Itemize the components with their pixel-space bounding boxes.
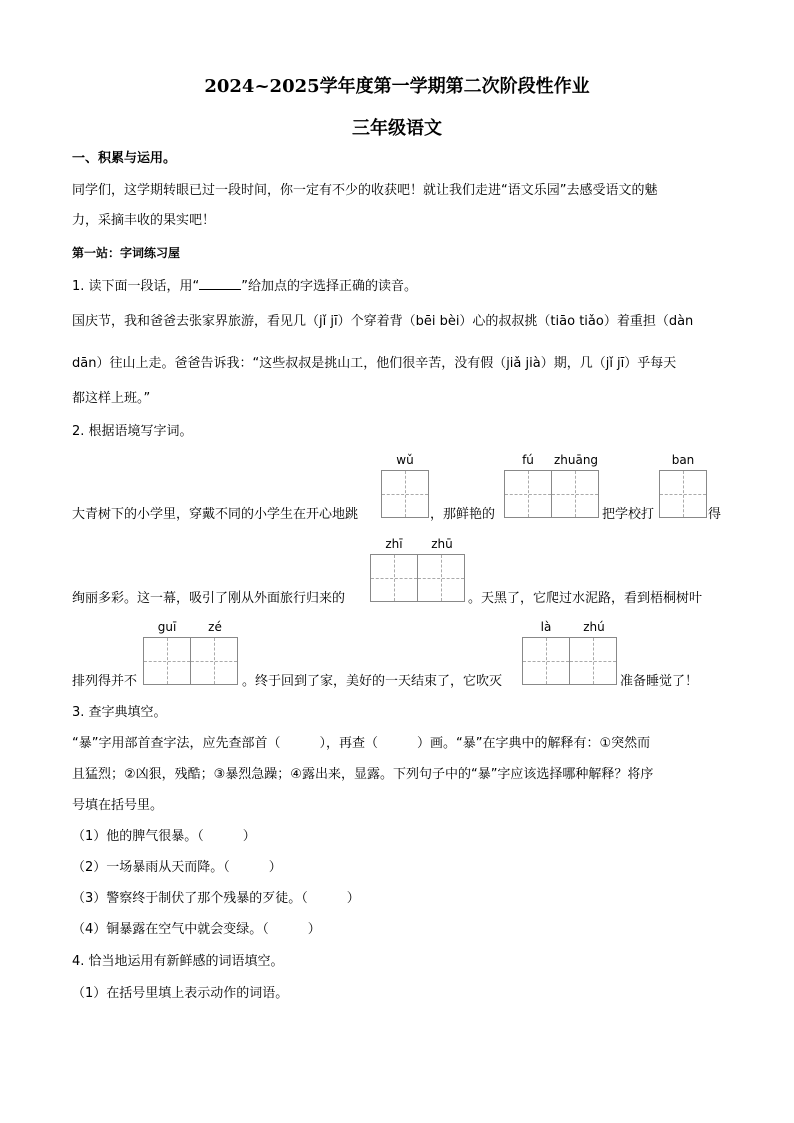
writing-cell[interactable] xyxy=(504,470,552,518)
writing-grid-6[interactable] xyxy=(522,637,616,685)
sentence-fragment: 得 xyxy=(708,507,722,522)
pinyin-label: ban xyxy=(671,453,695,467)
question-3-item: （1）他的脾气很暴。（ ） xyxy=(72,829,256,844)
writing-cell[interactable] xyxy=(381,470,429,518)
question-1-prompt xyxy=(72,276,417,296)
writing-grid-3[interactable] xyxy=(659,470,706,518)
question-1-passage-line-2: dān）往山上走。爸爸告诉我：“这些叔叔是挑山工，他们很辛苦，没有假（jiǎ jià）期，几（jǐ jī）乎每天 xyxy=(72,356,677,371)
question-4-subitem: （1）在括号里填上表示动作的词语。 xyxy=(72,986,289,1001)
writing-cell[interactable] xyxy=(551,470,599,518)
intro-text-line-2: 力，采摘丰收的果实吧！ xyxy=(72,213,216,228)
question-1-prompt-pre: 1. 读下面一段话，用“ xyxy=(72,279,200,294)
pinyin-label: zhuāng xyxy=(553,453,599,467)
question-1-passage-line-3: 都这样上班。” xyxy=(72,391,151,406)
question-4-title: 4. 恰当地运用有新鲜感的词语填空。 xyxy=(72,954,284,969)
question-3-text-line-1: “暴”字用部首查字法，应先查部首（ ），再查（ ）画。“暴”在字典中的解释有：①突然而 xyxy=(72,736,651,751)
page-title: 2024~2025学年度第一学期第二次阶段性作业 xyxy=(204,76,590,97)
question-3-text-line-2: 且猛烈；②凶狠，残酷；③暴烈急躁；④露出来，显露。下列句子中的“暴”字应该选择哪种解释？将序 xyxy=(72,767,654,782)
sentence-fragment: 准备睡觉了！ xyxy=(620,674,699,689)
pinyin-label: fú xyxy=(522,453,534,467)
intro-text-line-1: 同学们，这学期转眼已过一段时间，你一定有不少的收获吧！就让我们走进“语文乐园”去感受语文的魅 xyxy=(72,183,658,198)
pinyin-label: zhī xyxy=(385,537,403,551)
pinyin-label: là xyxy=(540,620,552,634)
writing-grid-1[interactable] xyxy=(381,470,428,518)
writing-cell[interactable] xyxy=(143,637,191,685)
writing-cell[interactable] xyxy=(370,554,418,602)
writing-cell[interactable] xyxy=(659,470,707,518)
question-1-prompt-post: ”给加点的字选择正确的读音。 xyxy=(241,279,418,294)
question-3-title: 3. 查字典填空。 xyxy=(72,705,167,720)
page-subtitle: 三年级语文 xyxy=(352,118,442,139)
writing-grid-4[interactable] xyxy=(370,554,464,602)
pinyin-label: zhú xyxy=(583,620,605,634)
pinyin-label: zé xyxy=(208,620,222,634)
writing-cell[interactable] xyxy=(190,637,238,685)
writing-cell[interactable] xyxy=(417,554,465,602)
underline-mark xyxy=(199,276,241,290)
writing-grid-5[interactable] xyxy=(143,637,237,685)
sentence-fragment: 把学校打 xyxy=(602,507,655,522)
sentence-fragment: 。终于回到了家，美好的一天结束了，它吹灭 xyxy=(242,674,503,689)
question-3-item: （4）铜暴露在空气中就会变绿。（ ） xyxy=(72,922,321,937)
pinyin-label: zhū xyxy=(431,537,453,551)
station-heading: 第一站：字词练习屋 xyxy=(72,246,181,260)
question-3-item: （3）警察终于制伏了那个残暴的歹徒。（ ） xyxy=(72,891,360,906)
question-2-title: 2. 根据语境写字词。 xyxy=(72,424,193,439)
pinyin-label: guī xyxy=(157,620,177,634)
section-heading: 一、积累与运用。 xyxy=(72,151,177,166)
writing-grid-2[interactable] xyxy=(504,470,598,518)
sentence-fragment: 排列得并不 xyxy=(72,674,138,689)
pinyin-label: wǔ xyxy=(396,453,414,467)
sentence-fragment: 。天黑了，它爬过水泥路，看到梧桐树叶 xyxy=(468,591,703,606)
writing-cell[interactable] xyxy=(522,637,570,685)
question-3-text-line-3: 号填在括号里。 xyxy=(72,798,164,813)
writing-cell[interactable] xyxy=(569,637,617,685)
question-1-passage-line-1: 国庆节，我和爸爸去张家界旅游，看见几（jǐ jī）个穿着背（bēi bèi）心的叔叔挑（tiāo tiǎo）着重担（dàn xyxy=(72,314,694,329)
sentence-fragment: 大青树下的小学里，穿戴不同的小学生在开心地跳 xyxy=(72,507,359,522)
sentence-fragment: ，那鲜艳的 xyxy=(430,507,496,522)
question-3-item: （2）一场暴雨从天而降。（ ） xyxy=(72,860,282,875)
sentence-fragment: 绚丽多彩。这一幕，吸引了刚从外面旅行归来的 xyxy=(72,591,346,606)
